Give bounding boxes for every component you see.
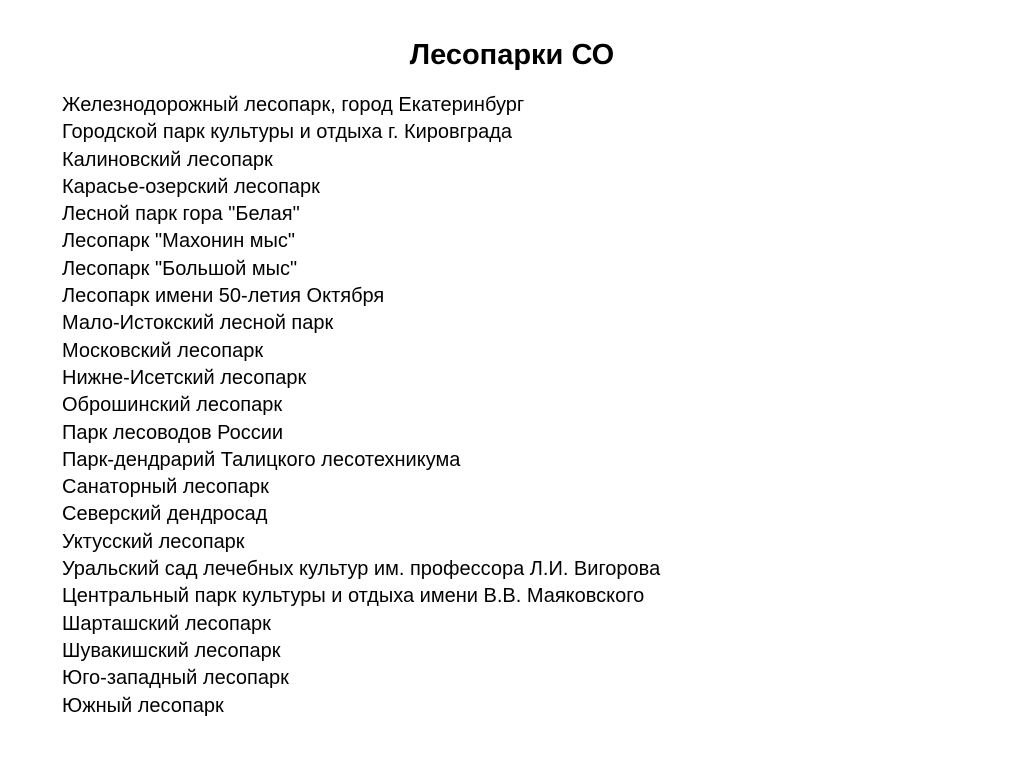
list-item: Уктусский лесопарк [62,530,245,553]
list-item: Нижне-Исетский лесопарк [62,366,307,389]
list-item: Шарташский лесопарк [62,612,271,635]
list-item: Центральный парк культуры и отдыха имени В.В. Маяковского [62,585,645,608]
list-item: Южный лесопарк [62,694,224,717]
list-item: Московский лесопарк [62,339,264,362]
list-item: Оброшинский лесопарк [62,394,283,417]
list-item: Лесопарк имени 50-летия Октября [62,285,385,308]
slide-title: Лесопарки СО [409,39,615,71]
list-item: Лесной парк гора "Белая" [62,203,300,226]
list-item: Северский дендросад [62,503,268,526]
park-list [62,92,660,720]
list-item: Уральский сад лечебных культур им. профессора Л.И. Вигорова [62,558,661,581]
list-item: Юго-западный лесопарк [62,667,289,690]
list-item: Шувакишский лесопарк [62,639,281,662]
list-item: Парк-дендрарий Талицкого лесотехникума [62,448,461,471]
list-item: Городской парк культуры и отдыха г. Кировграда [62,121,512,144]
list-item: Санаторный лесопарк [62,476,269,499]
list-item: Лесопарк "Махонин мыс" [62,230,296,253]
list-item: Парк лесоводов России [62,421,284,444]
list-item: Карасье-озерский лесопарк [62,175,320,198]
list-item: Лесопарк "Большой мыс" [62,257,298,280]
list-item: Калиновский лесопарк [62,148,273,171]
list-item: Железнодорожный лесопарк, город Екатеринбург [62,94,525,116]
list-item: Мало-Истокский лесной парк [62,312,334,335]
